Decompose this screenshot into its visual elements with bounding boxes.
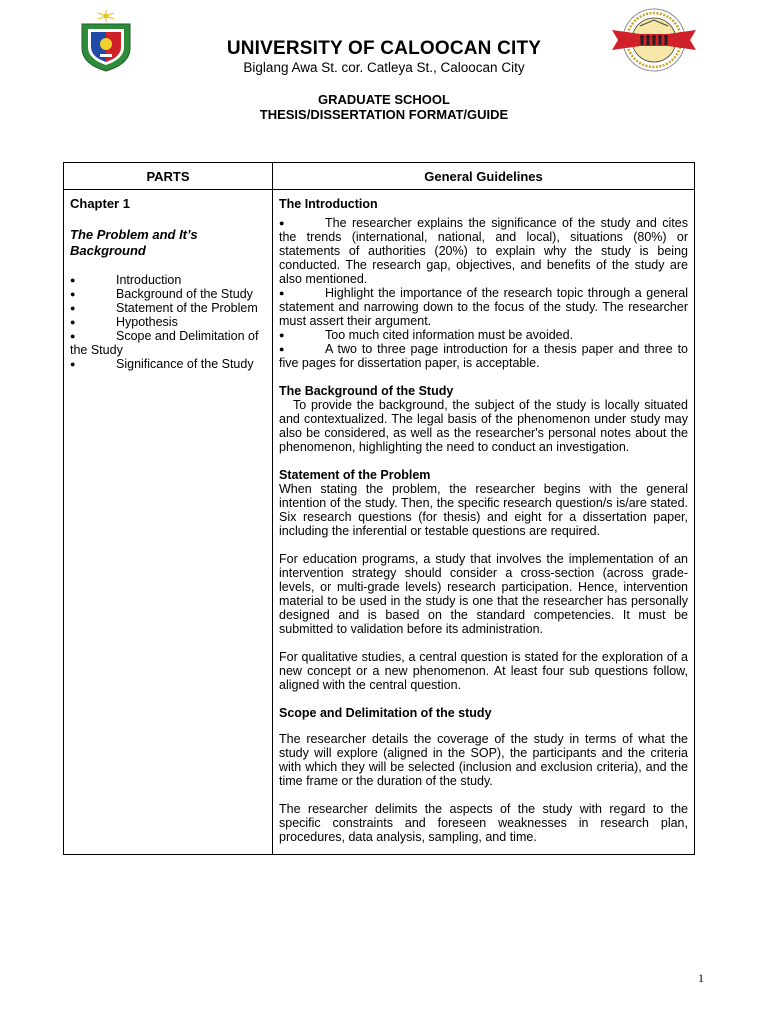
bullet-icon: ●: [279, 344, 285, 354]
parts-cell: [64, 190, 273, 855]
list-item: [70, 301, 266, 315]
part-scope: Scope and Delimitation of the Study: [70, 329, 259, 357]
guidelines-cell: [273, 190, 695, 855]
university-name: UNIVERSITY OF CALOOCAN CITY: [226, 38, 542, 59]
chapter-label: Chapter 1: [70, 196, 130, 211]
table-header-row: [64, 163, 695, 190]
document-title: THESIS/DISSERTATION FORMAT/GUIDE: [259, 107, 509, 122]
list-item: [70, 287, 266, 301]
statement-paragraph: When stating the problem, the researcher begins with the general intention of the study. Then, the specific research question/s is/are stated. Six research questions (for thesis) and eight for a dissertation paper, including the inferential or testable questions are required.: [279, 482, 688, 538]
parts-column-header: PARTS: [64, 163, 273, 190]
statement-heading: Statement of the Problem: [279, 468, 431, 482]
bullet-icon: ●: [70, 275, 76, 285]
page-number: 1: [698, 971, 704, 985]
part-statement: Statement of the Problem: [116, 301, 258, 315]
school-name: GRADUATE SCHOOL: [318, 92, 450, 107]
statement-paragraph: For qualitative studies, a central question is stated for the exploration of a new concept or a new phenomenon. At least four sub questions follow, aligned with the central question.: [279, 650, 688, 692]
bullet-icon: ●: [70, 289, 76, 299]
introduction-bullet: ● A two to three page introduction for a thesis paper and three to five pages for dissertation paper, is acceptable.: [279, 342, 688, 370]
list-item: [70, 315, 266, 329]
bullet-icon: ●: [70, 317, 76, 327]
table-row: [64, 190, 695, 855]
list-item: [70, 273, 266, 287]
part-hypothesis: Hypothesis: [116, 315, 178, 329]
bullet-icon: ●: [70, 331, 76, 341]
part-background: Background of the Study: [116, 287, 253, 301]
introduction-bullet: ● Too much cited information must be avoided.: [279, 328, 574, 342]
part-significance: Significance of the Study: [116, 357, 254, 371]
university-address: Biglang Awa St. cor. Catleya St., Caloocan City: [243, 60, 525, 75]
introduction-bullet: ● The researcher explains the significance of the study and cites the trends (international, national, and local), situations (80%) or statements of authorities (20%) to explain why the study is being conducted. The research gap, objectives, and benefits of the study are also mentioned.: [279, 216, 688, 286]
introduction-bullet: ● Highlight the importance of the research topic through a general statement and narrowing down to the focus of the study. The researcher must assert their argument.: [279, 286, 688, 328]
chapter-title: The Problem and It’s Background: [70, 227, 198, 258]
scope-heading: Scope and Delimitation of the study: [279, 706, 492, 720]
bullet-icon: ●: [279, 288, 285, 298]
bullet-icon: ●: [279, 330, 285, 340]
bullet-icon: ●: [70, 303, 76, 313]
scope-paragraph: The researcher details the coverage of the study in terms of what the study will explore (aligned in the SOP), the participants and the criteria with which they will be selected (inclusion and exclusion criteria), and the time frame or the duration of the study.: [279, 732, 688, 788]
bullet-icon: ●: [70, 359, 76, 369]
list-item: [70, 329, 266, 357]
bullet-icon: ●: [279, 218, 285, 228]
background-text: To provide the background, the subject of the study is locally situated and contextualized. The legal basis of the phenomenon under study may also be considered, as well as the researcher's personal notes about the phenomenon, highlighting the need to conduct an investigation.: [279, 398, 688, 454]
introduction-heading: The Introduction: [279, 197, 378, 211]
list-item: [70, 357, 266, 371]
statement-paragraph: For education programs, a study that involves the implementation of an intervention strategy should consider a cross-section (across grade-levels, or multi-grade levels) research participation. Hence, intervention material to be used in the study is one that the researcher has personally designed and is based on the standard competencies. It must be submitted to validation before its administration.: [279, 552, 688, 636]
guidelines-table: [63, 162, 695, 855]
scope-paragraph: The researcher delimits the aspects of the study with regard to the specific constraints and foreseen weaknesses in research plan, procedures, data analysis, sampling, and time.: [279, 802, 688, 844]
part-introduction: Introduction: [116, 273, 182, 287]
guidelines-column-header: General Guidelines: [273, 163, 695, 190]
background-heading: The Background of the Study: [279, 384, 454, 398]
